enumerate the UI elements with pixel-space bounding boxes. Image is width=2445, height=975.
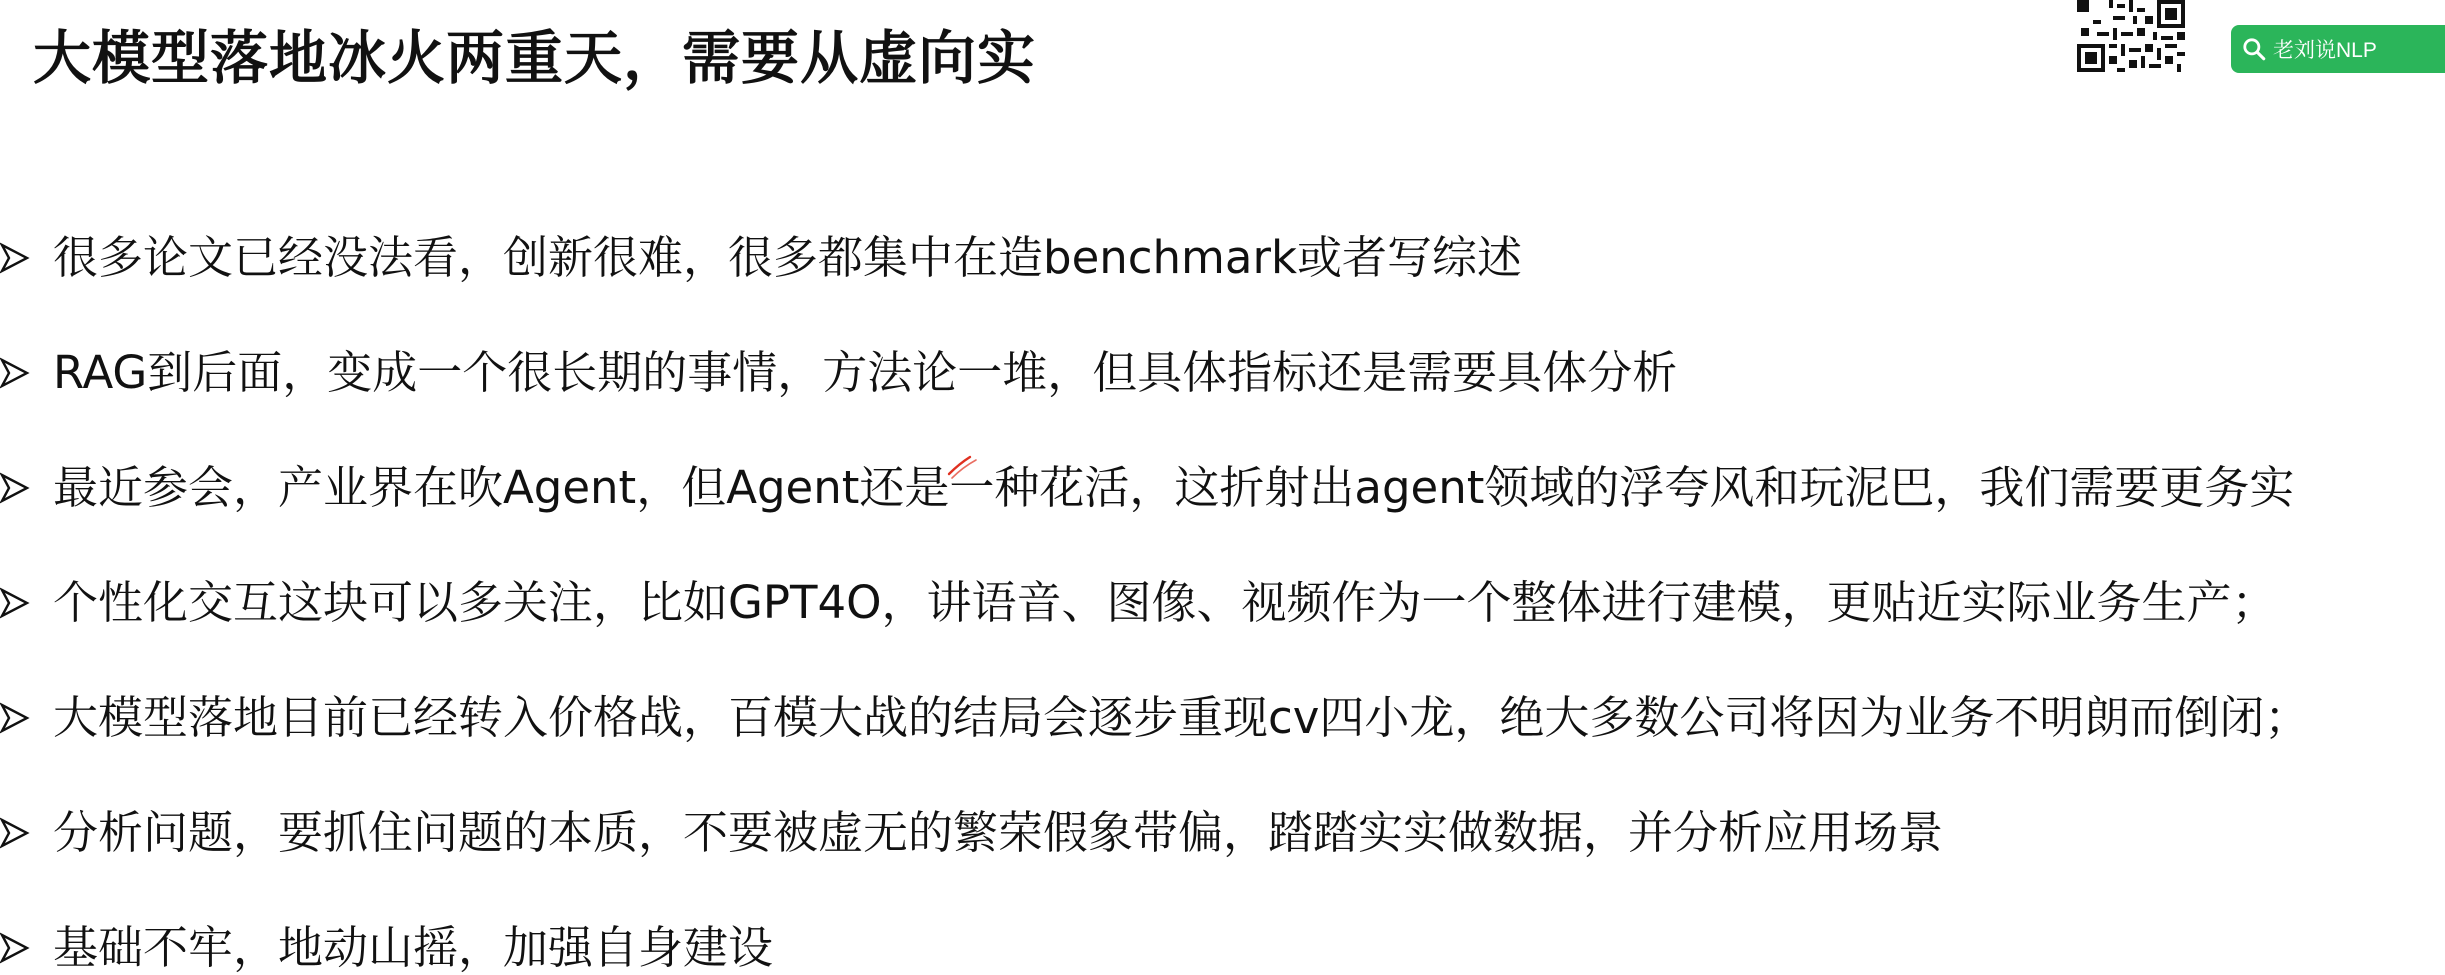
bullet-list bbox=[0, 200, 2445, 975]
arrow-bullet-icon bbox=[0, 702, 30, 734]
arrow-bullet-icon bbox=[0, 817, 30, 849]
bullet-text: 个性化交互这块可以多关注，比如GPT4O，讲语音、图像、视频作为一个整体进行建模，更贴近实际业务生产； bbox=[53, 575, 2277, 629]
brand-label: 老刘说NLP bbox=[2273, 39, 2377, 62]
list-item bbox=[0, 545, 2445, 660]
bullet-text: 很多论文已经没法看，创新很难，很多都集中在造benchmark或者写综述 bbox=[53, 230, 1523, 284]
arrow-bullet-icon bbox=[0, 357, 30, 389]
list-item bbox=[0, 660, 2445, 775]
arrow-bullet-icon bbox=[0, 587, 30, 619]
list-item bbox=[0, 430, 2445, 545]
list-item bbox=[0, 200, 2445, 315]
arrow-bullet-icon bbox=[0, 932, 30, 964]
bullet-text: 基础不牢，地动山摇，加强自身建设 bbox=[53, 920, 774, 974]
list-item bbox=[0, 890, 2445, 975]
bullet-text: 大模型落地目前已经转入价格战，百模大战的结局会逐步重现cv四小龙，绝大多数公司将因为业务不明朗而倒闭； bbox=[53, 690, 2310, 744]
arrow-bullet-icon bbox=[0, 242, 30, 274]
slide-title: 大模型落地冰火两重天，需要从虚向实 bbox=[33, 24, 1037, 92]
brand-badge[interactable] bbox=[2231, 25, 2445, 73]
bullet-text: 最近参会，产业界在吹Agent，但Agent还是一种花活，这折射出agent领域的浮夸风和玩泥巴，我们需要更务实 bbox=[53, 460, 2295, 514]
bullet-text: RAG到后面，变成一个很长期的事情，方法论一堆，但具体指标还是需要具体分析 bbox=[53, 345, 1678, 399]
arrow-bullet-icon bbox=[0, 472, 30, 504]
qr-code-icon bbox=[2077, 0, 2185, 72]
list-item bbox=[0, 775, 2445, 890]
pen-annotation-icon bbox=[946, 452, 980, 480]
list-item bbox=[0, 315, 2445, 430]
search-icon bbox=[2241, 36, 2267, 62]
bullet-text: 分析问题，要抓住问题的本质，不要被虚无的繁荣假象带偏，踏踏实实做数据，并分析应用场景 bbox=[53, 805, 1944, 859]
